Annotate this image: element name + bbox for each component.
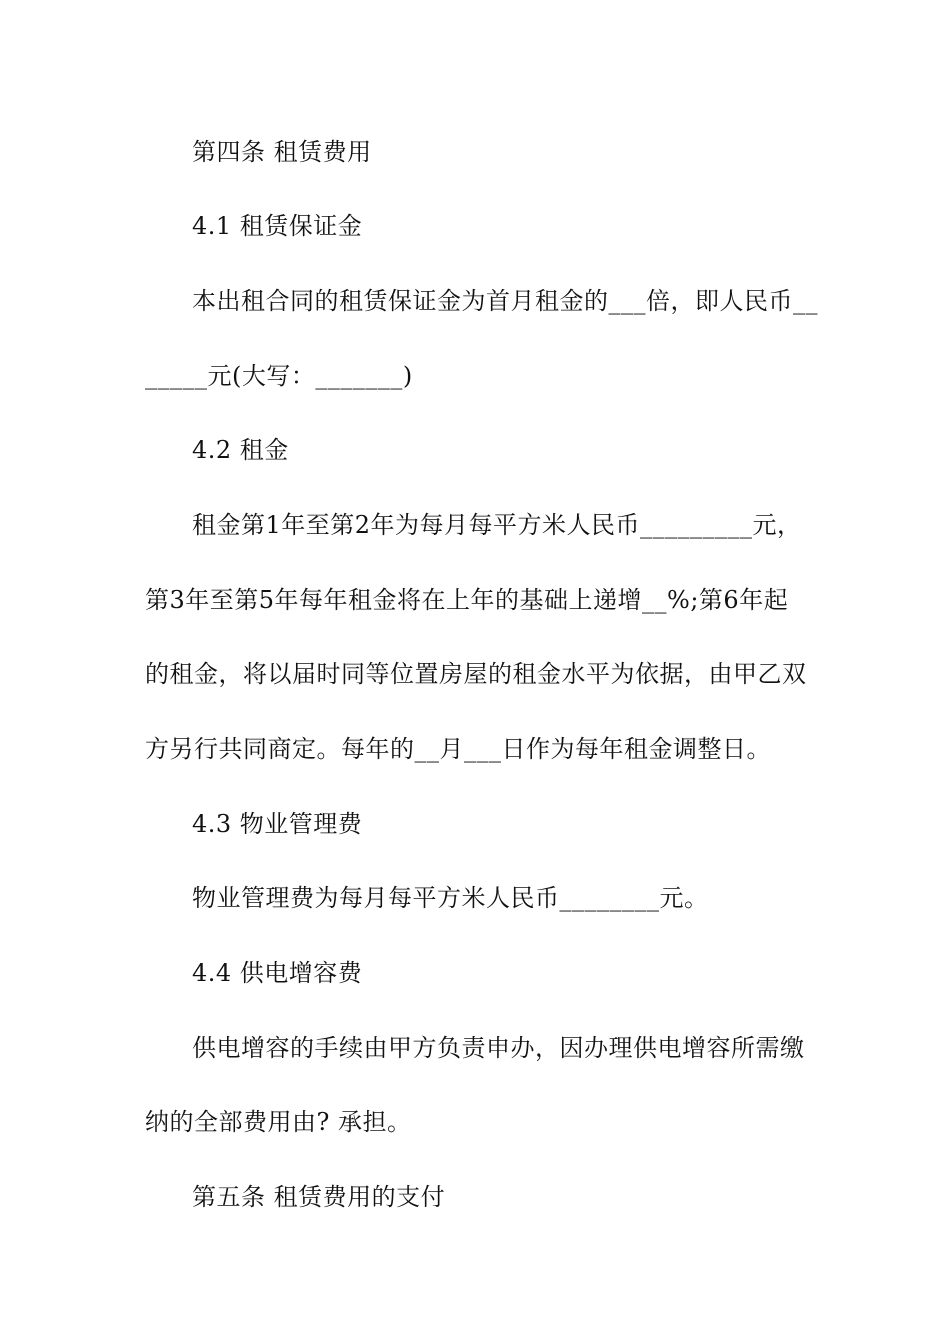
deposit-paragraph-line-1: 本出租合同的租赁保证金为首月租金的___倍，即人民币__: [192, 287, 818, 315]
section-4-4-heading: 4.4 供电增容费: [192, 959, 363, 987]
management-fee-paragraph: 物业管理费为每月每平方米人民币________元。: [192, 884, 709, 912]
article-5-heading: 第五条 租赁费用的支付: [192, 1183, 446, 1211]
rent-paragraph-line-1: 租金第1年至第2年为每月每平方米人民币_________元，: [192, 511, 802, 539]
section-4-3-heading: 4.3 物业管理费: [192, 810, 363, 838]
deposit-paragraph-line-2: _____元(大写：_______): [145, 362, 413, 390]
section-4-1-heading: 4.1 租赁保证金: [192, 212, 363, 240]
power-fee-paragraph-line-1: 供电增容的手续由甲方负责申办，因办理供电增容所需缴: [192, 1034, 805, 1062]
rent-paragraph-line-3: 的租金，将以届时同等位置房屋的租金水平为依据，由甲乙双: [145, 660, 807, 688]
rent-paragraph-line-2: 第3年至第5年每年租金将在上年的基础上递增__%;第6年起: [145, 586, 789, 614]
power-fee-paragraph-line-2: 纳的全部费用由? 承担。: [145, 1108, 412, 1136]
rent-paragraph-line-4: 方另行共同商定。每年的__月___日作为每年租金调整日。: [145, 735, 771, 763]
article-4-heading: 第四条 租赁费用: [192, 138, 372, 166]
section-4-2-heading: 4.2 租金: [192, 436, 289, 464]
